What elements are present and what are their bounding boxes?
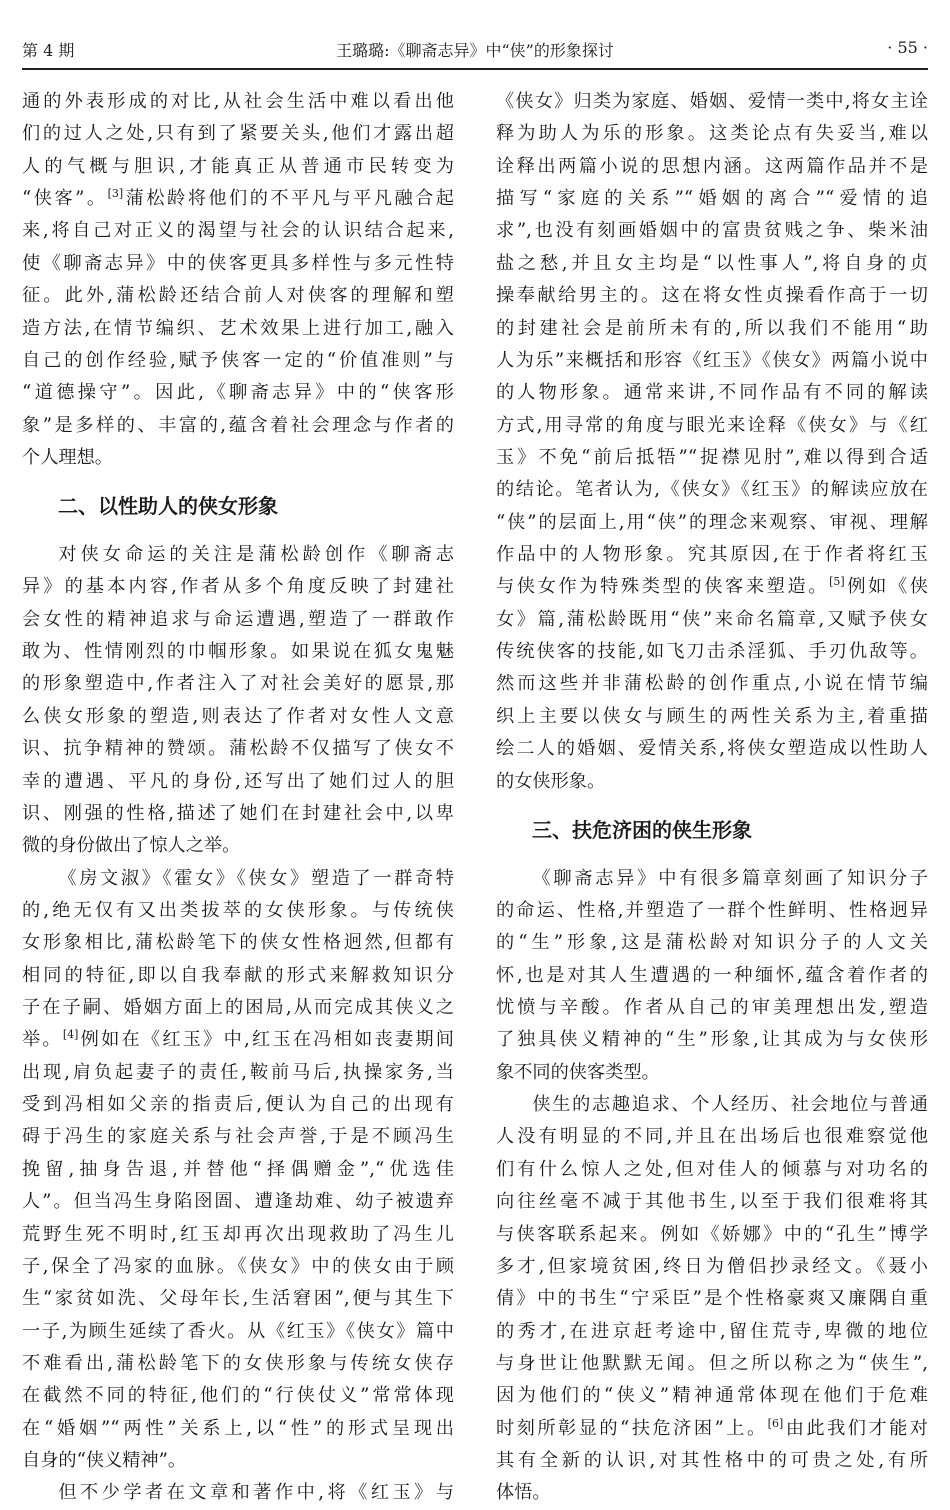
text-line: “侠客”。[3]蒲松龄将他们的不平凡与平凡融合起 xyxy=(22,187,454,210)
text-line: 求”,也没有刻画婚姻中的富贵贫贱之争、柴米油 xyxy=(496,220,928,242)
text-line: 荒野生死不明时,红玉却再次出现救助了冯生儿 xyxy=(22,1223,454,1245)
text-line: 一子,为顾生延续了香火。从《红玉》《侠女》篇中 xyxy=(22,1320,454,1342)
text-line: 相同的特征,即以自我奉献的形式来解救知识分 xyxy=(22,964,454,986)
citation-marker: [3] xyxy=(107,187,124,201)
text-line: 使《聊斋志异》中的侠客更具多样性与多元性特 xyxy=(22,252,454,274)
text-line: 其有全新的认识,对其性格中的可贵之处,有所 xyxy=(496,1450,928,1472)
section-heading: 二、以性助人的侠女形象 xyxy=(58,494,278,519)
text-line: 然而这些并非蒲松龄的创作重点,小说在情节编 xyxy=(496,673,928,695)
text-line: 与侠女作为特殊类型的侠客来塑造。[5]例如《侠 xyxy=(496,575,928,598)
text-line: 作品中的人物形象。究其原因,在于作者将红玉 xyxy=(496,544,928,566)
text-line: 们有什么惊人之处,但对佳人的倾慕与对功名的 xyxy=(496,1158,928,1180)
text-line: 象不同的侠客类型。 xyxy=(496,1061,660,1083)
text-line: 识、刚强的性格,描述了她们在封建社会中,以卑 xyxy=(22,802,454,824)
text-line: 了独具侠义精神的“生”形象,让其成为与女侠形 xyxy=(496,1029,928,1051)
text-line: 人的气概与胆识,才能真正从普通市民转变为 xyxy=(22,155,454,177)
text-line: 但不少学者在文章和著作中,将《红玉》与 xyxy=(58,1482,454,1504)
text-line: 的形象塑造中,作者注入了对社会美好的愿景,那 xyxy=(22,673,454,695)
text-line: 描写“家庭的关系”“婚姻的离合”“爱情的追 xyxy=(496,188,928,210)
text-line: 自己的创作经验,赋予侠客一定的“价值准则”与 xyxy=(22,349,454,371)
text-line: 的人物形象。通常来讲,不同作品有不同的解读 xyxy=(496,382,928,404)
text-line: 受到冯相如父亲的指责后,便认为自己的出现有 xyxy=(22,1094,454,1116)
text-line: 的秀才,在进京赶考途中,留住荒寺,卑微的地位 xyxy=(496,1320,928,1342)
text-line: 忧愤与辛酸。作者从自己的审美理想出发,塑造 xyxy=(496,997,928,1019)
text-line: 幸的遭遇、平凡的身份,还写出了她们过人的胆 xyxy=(22,770,454,792)
text-line: 的女侠形象。 xyxy=(496,770,606,792)
text-line: 的命运、性格,并塑造了一群个性鲜明、性格迥异 xyxy=(496,899,928,921)
text-line: 的,绝无仅有又出类拔萃的女侠形象。与传统侠 xyxy=(22,899,454,921)
text-line: 象”是多样的、丰富的,蕴含着社会理念与作者的 xyxy=(22,414,454,436)
text-line: 生“家贫如洗、父母年长,生活窘困”,便与其生下 xyxy=(22,1288,454,1310)
text-line: 会女性的精神追求与命运遭遇,塑造了一群敢作 xyxy=(22,608,454,630)
text-line: 传统侠客的技能,如飞刀击杀淫狐、手刃仇敌等。 xyxy=(496,641,928,663)
left-column xyxy=(22,86,454,1510)
text-line: “道德操守”。因此,《聊斋志异》中的“侠客形 xyxy=(22,382,454,404)
text-line: 微的身份做出了惊人之举。 xyxy=(22,835,241,857)
text-line: 《房文淑》《霍女》《侠女》塑造了一群奇特 xyxy=(58,867,454,889)
text-line: 玉》不免“前后抵牾”“捉襟见肘”,难以得到合适 xyxy=(496,446,928,468)
text-line: 操奉献给男主的。这在将女性贞操看作高于一切 xyxy=(496,285,928,307)
text-line: 倩》中的书生“宁采臣”是个性格豪爽又廉隅自重 xyxy=(496,1288,928,1310)
text-line: 女》篇,蒲松龄既用“侠”来命名篇章,又赋予侠女 xyxy=(496,608,928,630)
text-line: 识、抗争精神的赞颂。蒲松龄不仅描写了侠女不 xyxy=(22,738,454,760)
text-line: 个人理想。 xyxy=(22,446,113,468)
text-line: 绘二人的婚姻、爱情关系,将侠女塑造成以性助人 xyxy=(496,738,928,760)
text-line: 在“婚姻”“两性”关系上,以“性”的形式呈现出 xyxy=(22,1417,454,1439)
text-line: 《聊斋志异》中有很多篇章刻画了知识分子 xyxy=(532,867,928,889)
text-line: 时刻所彰显的“扶危济困”上。[6]由此我们才能对 xyxy=(496,1416,928,1439)
text-line: 出现,肩负起妻子的责任,鞍前马后,执操家务,当 xyxy=(22,1061,454,1083)
issue-number: 第 4 期 xyxy=(22,41,75,60)
text-line: 女形象相比,蒲松龄笔下的侠女性格迥然,但都有 xyxy=(22,932,454,954)
text-line: 《侠女》归类为家庭、婚姻、爱情一类中,将女主诠 xyxy=(496,91,928,112)
text-line: 挽留,抽身告退,并替他“择偶赠金”,“优选佳 xyxy=(22,1158,454,1180)
citation-marker: [5] xyxy=(829,575,845,589)
text-line: 侠生的志趣追求、个人经历、社会地位与普通 xyxy=(532,1094,928,1116)
text-line: 的封建社会是前所未有的,所以我们不能用“助 xyxy=(496,317,928,339)
text-line: 通的外表形成的对比,从社会生活中难以看出他 xyxy=(22,91,454,112)
text-line: 对侠女命运的关注是蒲松龄创作《聊斋志 xyxy=(58,544,454,565)
text-line: 不难看出,蒲松龄笔下的女侠形象与传统女侠存 xyxy=(22,1352,454,1374)
text-line: 因为他们的“侠义”精神通常体现在他们于危难 xyxy=(496,1385,928,1407)
text-line: 人为乐”来概括和形容《红玉》《侠女》两篇小说中 xyxy=(496,349,928,371)
text-line: 诠释出两篇小说的思想内涵。这两篇作品并不是 xyxy=(496,155,928,177)
text-line: 么侠女形象的塑造,则表达了作者对女性人文意 xyxy=(22,705,454,727)
text-line: 人没有明显的不同,并且在出场后也很难察觉他 xyxy=(496,1126,928,1148)
text-line: 举。[4]例如在《红玉》中,红玉在冯相如丧妻期间 xyxy=(22,1028,454,1051)
text-line: 织上主要以侠女与顾生的两性关系为主,着重描 xyxy=(496,705,928,727)
text-line: 敢为、性情刚烈的巾帼形象。如果说在狐女鬼魅 xyxy=(22,641,454,663)
text-line: 体悟。 xyxy=(496,1482,551,1504)
text-line: 与身世让他默默无闻。但之所以称之为“侠生”, xyxy=(496,1352,928,1374)
text-line: 人”。但当冯生身陷囹圄、遭逢劫难、幼子被遗弃 xyxy=(22,1191,454,1213)
text-line: 与侠客联系起来。例如《娇娜》中的“孔生”博学 xyxy=(496,1223,928,1245)
text-line: 多才,但家境贫困,终日为僧侣抄录经文。《聂小 xyxy=(496,1255,928,1277)
running-header xyxy=(22,30,928,70)
text-line: 异》的基本内容,作者从多个角度反映了封建社 xyxy=(22,576,454,598)
text-line: 的结论。笔者认为,《侠女》《红玉》的解读应放在 xyxy=(496,479,928,501)
text-line: 自身的“侠义精神”。 xyxy=(22,1450,187,1472)
text-line: 们的过人之处,只有到了紧要关头,他们才露出超 xyxy=(22,123,454,145)
text-line: 造方法,在情节编织、艺术效果上进行加工,融入 xyxy=(22,317,454,339)
right-column xyxy=(496,86,928,1510)
text-line: 方式,用寻常的角度与眼光来诠释《侠女》与《红 xyxy=(496,414,928,436)
citation-marker: [4] xyxy=(62,1028,79,1042)
section-heading: 三、扶危济困的侠生形象 xyxy=(532,817,752,842)
text-line: “侠”的层面上,用“侠”的理念来观察、审视、理解 xyxy=(496,511,928,533)
text-line: 在截然不同的特征,他们的“行侠仗义”常常体现 xyxy=(22,1385,454,1407)
text-line: 子在子嗣、婚姻方面上的困局,从而完成其侠义之 xyxy=(22,997,454,1019)
text-line: 怀,也是对其人生遭遇的一种缅怀,蕴含着作者的 xyxy=(496,964,928,986)
text-line: 盐之愁,并且女主均是“以性事人”,将自身的贞 xyxy=(496,252,928,274)
text-line: 来,将自己对正义的渴望与社会的认识结合起来, xyxy=(22,220,454,242)
text-line: 释为助人为乐的形象。这类论点有失妥当,难以 xyxy=(496,123,928,145)
running-title: 王璐璐:《聊斋志异》中“侠”的形象探讨 xyxy=(336,41,614,60)
text-line: 向往丝毫不减于其他书生,以至于我们很难将其 xyxy=(496,1191,928,1213)
text-line: 碍于冯生的家庭关系与社会声誉,于是不顾冯生 xyxy=(22,1126,454,1148)
text-line: 的“生”形象,这是蒲松龄对知识分子的人文关 xyxy=(496,932,928,954)
text-line: 子,保全了冯家的血脉。《侠女》中的侠女由于顾 xyxy=(22,1255,454,1277)
page-number: · 55 · xyxy=(887,38,928,57)
text-line: 征。此外,蒲松龄还结合前人对侠客的理解和塑 xyxy=(22,285,454,307)
citation-marker: [6] xyxy=(767,1416,784,1430)
